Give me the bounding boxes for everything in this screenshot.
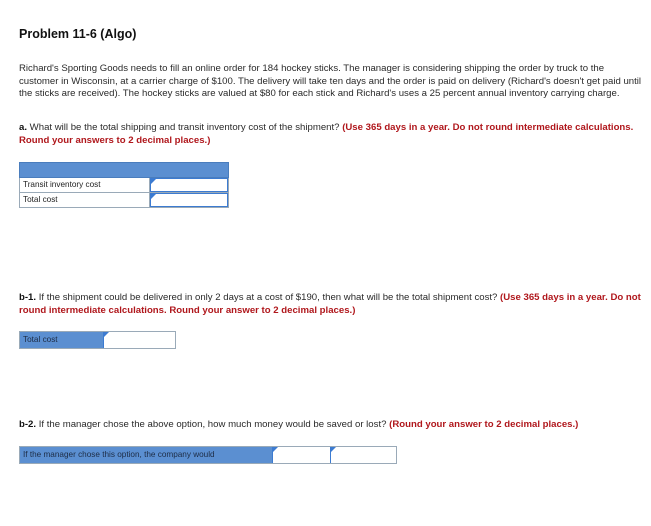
question-a-text: What will be the total shipping and transit inventory cost of the shipment? <box>27 122 343 133</box>
question-a-instruction: (Use 365 days in a year. Do not round intermediate calculations. Round your answers to 2 decimal places.) <box>19 122 634 146</box>
problem-description: Richard's Sporting Goods needs to fill an online order for 184 hockey sticks. The manager is considering shipping the order by truck to the customer in Wisconsin, at a carrier charge of $100. The delivery will take ten days and the order is paid on delivery (Richard's doesn't get paid until the sticks are received). The hockey sticks are valued at $80 for each stick and Richard's uses a 25 percent annual inventory carrying charge. <box>19 63 642 100</box>
row-label-transit-inventory-cost: Transit inventory cost <box>20 178 150 192</box>
table-header <box>19 162 229 178</box>
total-cost-input[interactable] <box>150 193 228 207</box>
question-b2 <box>19 419 644 432</box>
question-a-label: a. <box>19 122 28 133</box>
total-cost-b1-input[interactable] <box>103 332 175 348</box>
saved-or-lost-select[interactable] <box>272 447 330 463</box>
answer-row-b1 <box>19 331 176 349</box>
problem-title: Problem 11-6 (Algo) <box>19 27 137 41</box>
row-label-manager-option: If the manager chose this option, the company would <box>20 447 272 463</box>
question-b1 <box>19 292 644 317</box>
table-row <box>19 178 229 193</box>
answer-row-b2 <box>19 446 397 464</box>
question-b1-instruction: (Use 365 days in a year. Do not round intermediate calculations. Round your answer to 2 decimal places.) <box>19 292 641 316</box>
question-b2-label: b-2. <box>19 419 37 430</box>
question-b1-label: b-1. <box>19 292 37 303</box>
row-label-total-cost: Total cost <box>20 193 150 207</box>
row-label-total-cost-b1: Total cost <box>20 332 103 348</box>
answer-table-a <box>19 162 229 208</box>
amount-b2-input[interactable] <box>330 447 396 463</box>
question-a <box>19 122 644 147</box>
question-b1-text: If the shipment could be delivered in only 2 days at a cost of $190, then what will be the total shipment cost? <box>36 292 501 303</box>
question-b2-instruction: (Round your answer to 2 decimal places.) <box>389 419 579 430</box>
transit-inventory-cost-input[interactable] <box>150 178 228 192</box>
table-row <box>19 193 229 208</box>
question-b2-text: If the manager chose the above option, how much money would be saved or lost? <box>36 419 390 430</box>
